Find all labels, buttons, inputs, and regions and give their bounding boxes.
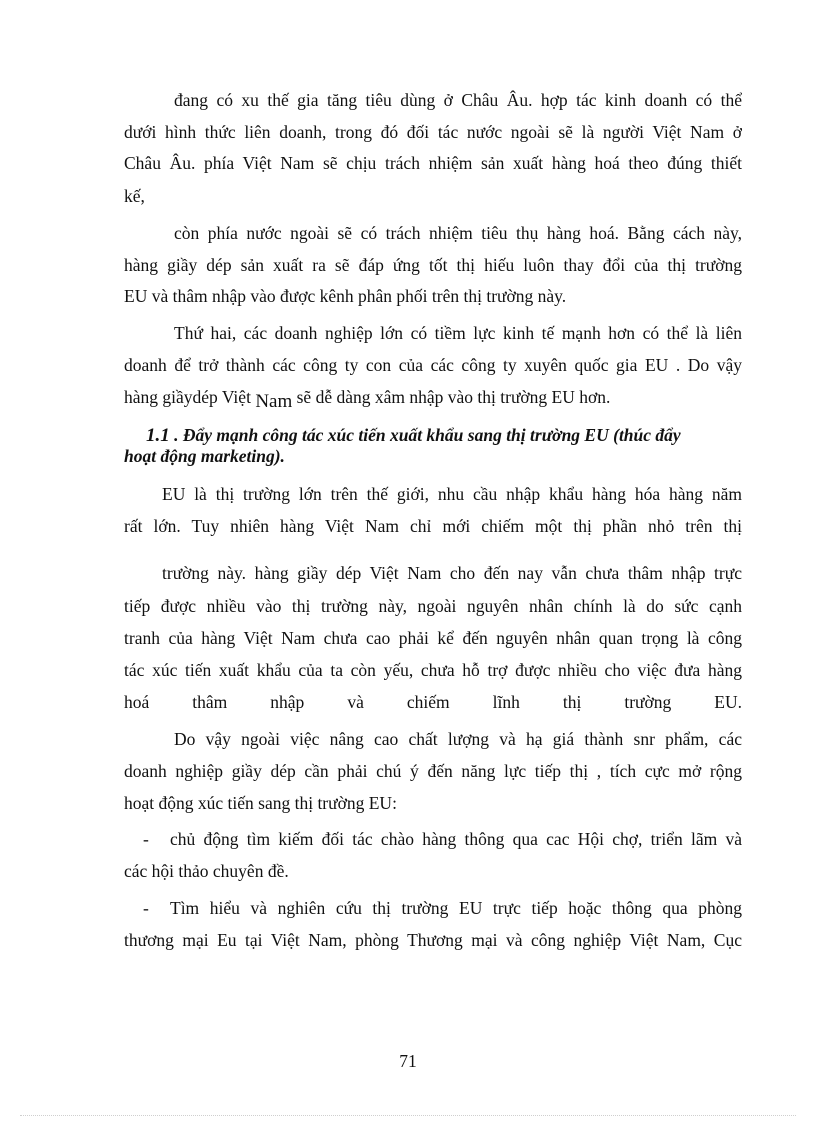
paragraph-2-line-3: EU và thâm nhập vào được kênh phân phối trên thị trường này. <box>124 286 567 306</box>
bullet-dash-1: - <box>143 829 149 849</box>
page-number: 71 <box>399 1051 417 1071</box>
section-heading-title: . Đẩy mạnh công tác xúc tiến xuất khẩu sang thị trường EU (thúc đẩy <box>169 425 681 445</box>
paragraph-2-line-2: hàng giầy dép sản xuất ra sẽ đáp ứng tốt thị hiếu luôn thay đổi của thị trường <box>124 255 742 275</box>
section-heading-line-2: hoạt động marketing). <box>124 446 285 466</box>
paragraph-6-line-3: hoạt động xúc tiến sang thị trường EU: <box>124 793 397 813</box>
paragraph-5-line-3: tranh của hàng Việt Nam chưa cao phải kể đến nguyên nhân quan trọng là công <box>124 628 742 648</box>
paragraph-5-line-1: trường này. hàng giầy dép Việt Nam cho đến nay vẫn chưa thâm nhập trực <box>162 563 742 583</box>
bullet-dash-2: - <box>143 898 149 918</box>
paragraph-1-line-4: kế, <box>124 186 145 206</box>
bullet-2-line-2: thương mại Eu tại Việt Nam, phòng Thương mại và công nghiệp Việt Nam, Cục <box>124 930 742 950</box>
paragraph-1-line-1: đang có xu thế gia tăng tiêu dùng ở Châu Âu. hợp tác kinh doanh có thể <box>174 90 742 110</box>
section-number: 1.1 <box>146 425 170 446</box>
paragraph-3-line-1: Thứ hai, các doanh nghiệp lớn có tiềm lực kinh tế mạnh hơn có thể là liên <box>174 323 742 343</box>
paragraph-1-line-3: Châu Âu. phía Việt Nam sẽ chịu trách nhiệm sản xuất hàng hoá theo đúng thiết <box>124 153 742 173</box>
bullet-1-line-1: chủ động tìm kiếm đối tác chào hàng thông qua cac Hội chợ, triển lãm và <box>170 829 742 849</box>
paragraph-5-line-2: tiếp được nhiều vào thị trường này, ngoài nguyên nhân chính là do sức cạnh <box>124 596 742 616</box>
paragraph-3-line-3-part-a: hàng giầydép Việt <box>124 387 256 407</box>
paragraph-6-line-1: Do vậy ngoài việc nâng cao chất lượng và hạ giá thành snr phẩm, các <box>174 729 742 749</box>
bullet-1-line-2: các hội thảo chuyên đề. <box>124 861 289 881</box>
paragraph-4-line-2: rất lớn. Tuy nhiên hàng Việt Nam chỉ mới chiếm một thị phần nhỏ trên thị <box>124 516 742 536</box>
paragraph-5-line-5: hoá thâm nhập và chiếm lĩnh thị trường EU. <box>124 692 742 712</box>
paragraph-3-line-3-part-b: Nam <box>255 391 293 412</box>
paragraph-3-line-3-part-c: sẽ dễ dàng xâm nhập vào thị trường EU hơn. <box>292 387 611 407</box>
paragraph-4-line-1: EU là thị trường lớn trên thế giới, nhu cầu nhập khẩu hàng hóa hàng năm <box>162 484 742 504</box>
paragraph-1-line-2: dưới hình thức liên doanh, trong đó đối tác nước ngoài sẽ là người Việt Nam ở <box>124 122 742 142</box>
bullet-2-line-1: Tìm hiểu và nghiên cứu thị trường EU trực tiếp hoặc thông qua phòng <box>170 898 742 918</box>
paragraph-6-line-2: doanh nghiệp giầy dép cần phải chú ý đến năng lực tiếp thị , tích cực mở rộng <box>124 761 742 781</box>
paragraph-2-line-1: còn phía nước ngoài sẽ có trách nhiệm tiêu thụ hàng hoá. Bằng cách này, <box>174 223 742 243</box>
paragraph-3-line-3 <box>124 386 742 413</box>
paragraph-3-line-2: doanh để trở thành các công ty con của các công ty xuyên quốc gia EU . Do vậy <box>124 355 742 375</box>
section-heading-line-1 <box>146 425 742 446</box>
page-bottom-divider <box>20 1115 796 1116</box>
paragraph-5-line-4: tác xúc tiến xuất khẩu của ta còn yếu, chưa hỗ trợ được nhiều cho việc đưa hàng <box>124 660 742 680</box>
